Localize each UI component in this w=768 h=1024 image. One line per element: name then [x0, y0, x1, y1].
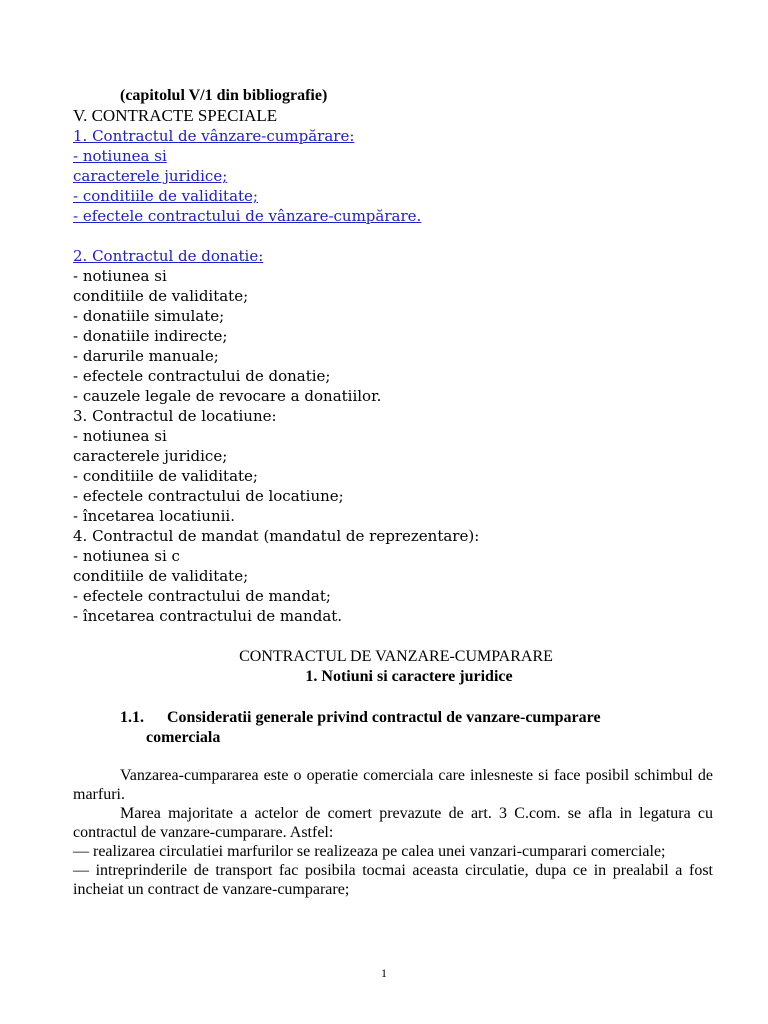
paragraph: — intreprinderile de transport fac posibila tocmai aceasta circulatie, dupa ce in prealabil a fost incheiat un contract de vanzare-cumparare; — [73, 862, 713, 898]
toc-item: - efectele contractului de locatiune; — [73, 487, 344, 505]
toc-item: - notiunea si — [73, 267, 167, 285]
toc-item: - efectele contractului de mandat; — [73, 587, 331, 605]
table-of-contents — [73, 86, 479, 626]
toc-link-contract-vanzare[interactable]: 1. Contractul de vânzare-cumpărare: — [73, 127, 355, 145]
body-text — [73, 766, 713, 899]
paragraph: — realizarea circulatiei marfurilor se realizeaza pe calea unei vanzari-cumparari comerciale; — [73, 843, 666, 860]
toc-item: conditiile de validitate; — [73, 567, 249, 585]
toc-link-item[interactable]: - conditiile de validitate; — [73, 187, 258, 205]
paragraph: Vanzarea-cumpararea este o operatie comerciala care inlesneste si face posibil schimbul de marfuri. — [73, 767, 713, 803]
spacer — [73, 226, 479, 246]
chapter-subtitle: 1. Notiuni si caractere juridice — [305, 668, 513, 685]
toc-item: - încetarea locatiunii. — [73, 507, 235, 525]
toc-item: - notiunea si c — [73, 547, 180, 565]
toc-item: - notiunea si — [73, 427, 167, 445]
toc-item: - încetarea contractului de mandat. — [73, 607, 343, 625]
toc-link-item[interactable]: - efectele contractului de vânzare-cumpărare. — [73, 207, 422, 225]
toc-link-item[interactable]: caracterele juridice; — [73, 167, 228, 185]
paragraph: Marea majoritate a actelor de comert prevazute de art. 3 C.com. se afla in legatura cu contractul de vanzare-cumparare. Astfel: — [73, 805, 713, 841]
section-number: 1.1. — [120, 709, 144, 726]
toc-item: caracterele juridice; — [73, 447, 228, 465]
toc-link-item[interactable]: - notiunea si — [73, 147, 167, 165]
section-heading-continuation: comerciala — [146, 729, 221, 746]
toc-item: - darurile manuale; — [73, 347, 219, 365]
toc-item: - conditiile de validitate; — [73, 467, 258, 485]
section-heading — [120, 708, 720, 748]
chapter-title: CONTRACTUL DE VANZARE-CUMPARARE — [239, 648, 553, 665]
section-heading-text: Consideratii generale privind contractul de vanzare-cumparare — [167, 709, 601, 726]
toc-item: conditiile de validitate; — [73, 287, 249, 305]
toc-item: - efectele contractului de donatie; — [73, 367, 331, 385]
page-number: 1 — [381, 966, 387, 980]
toc-item: - cauzele legale de revocare a donatiilor. — [73, 387, 382, 405]
toc-link-contract-donatie[interactable]: 2. Contractul de donatie: — [73, 247, 264, 265]
toc-heading-mandat: 4. Contractul de mandat (mandatul de reprezentare): — [73, 527, 480, 545]
toc-item: - donatiile indirecte; — [73, 327, 228, 345]
toc-item: - donatiile simulate; — [73, 307, 225, 325]
section-title: V. CONTRACTE SPECIALE — [73, 106, 278, 125]
toc-heading-locatiune: 3. Contractul de locatiune: — [73, 407, 277, 425]
bibliography-reference: (capitolul V/1 din bibliografie) — [120, 87, 328, 104]
